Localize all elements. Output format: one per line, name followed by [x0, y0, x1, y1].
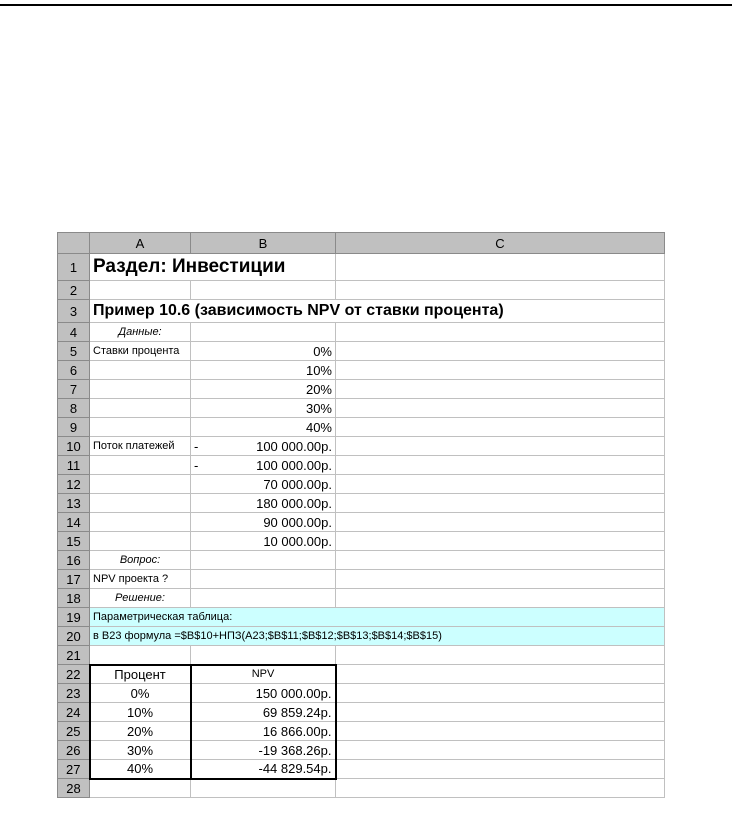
- cell-a7[interactable]: [90, 380, 191, 399]
- cell-b26[interactable]: -19 368.26р.: [191, 741, 336, 760]
- row-header-10[interactable]: 10: [58, 437, 90, 456]
- cell-c24[interactable]: [336, 703, 665, 722]
- cell-a5[interactable]: Ставки процента: [90, 342, 191, 361]
- row-header-4[interactable]: 4: [58, 323, 90, 342]
- cell-b9[interactable]: 40%: [191, 418, 336, 437]
- cell-b24[interactable]: 69 859.24р.: [191, 703, 336, 722]
- cell-b10[interactable]: [191, 437, 336, 456]
- cell-a9[interactable]: [90, 418, 191, 437]
- cell-a10[interactable]: Поток платежей: [90, 437, 191, 456]
- cell-c11[interactable]: [336, 456, 665, 475]
- cell-a21[interactable]: [90, 646, 191, 665]
- cell-b17[interactable]: [191, 570, 336, 589]
- row-header-8[interactable]: 8: [58, 399, 90, 418]
- cell-b11[interactable]: [191, 456, 336, 475]
- row-header-11[interactable]: 11: [58, 456, 90, 475]
- row-header-21[interactable]: 21: [58, 646, 90, 665]
- cell-a4[interactable]: Данные:: [90, 323, 191, 342]
- cell-b14[interactable]: 90 000.00р.: [191, 513, 336, 532]
- row-header-7[interactable]: 7: [58, 380, 90, 399]
- cell-b15[interactable]: 10 000.00р.: [191, 532, 336, 551]
- cell-c17[interactable]: [336, 570, 665, 589]
- cell-a12[interactable]: [90, 475, 191, 494]
- cell-c10[interactable]: [336, 437, 665, 456]
- cell-b18[interactable]: [191, 589, 336, 608]
- cell-c26[interactable]: [336, 741, 665, 760]
- row-header-15[interactable]: 15: [58, 532, 90, 551]
- spreadsheet: [57, 232, 665, 798]
- select-all-corner[interactable]: [58, 233, 90, 254]
- cell-b27[interactable]: -44 829.54р.: [191, 760, 336, 779]
- row-header-13[interactable]: 13: [58, 494, 90, 513]
- row-header-20[interactable]: 20: [58, 627, 90, 646]
- row-header-14[interactable]: 14: [58, 513, 90, 532]
- cell-b10-value: 100 000.00р.: [256, 438, 332, 454]
- row-header-6[interactable]: 6: [58, 361, 90, 380]
- cell-a24[interactable]: 10%: [90, 703, 191, 722]
- cell-c23[interactable]: [336, 684, 665, 703]
- cell-b25[interactable]: 16 866.00р.: [191, 722, 336, 741]
- cell-c4[interactable]: [336, 323, 665, 342]
- cell-a18[interactable]: Решение:: [90, 589, 191, 608]
- cell-a16[interactable]: Вопрос:: [90, 551, 191, 570]
- cell-c25[interactable]: [336, 722, 665, 741]
- cell-c14[interactable]: [336, 513, 665, 532]
- column-header-a[interactable]: A: [90, 233, 191, 254]
- cell-c1[interactable]: [336, 254, 665, 281]
- row-header-2[interactable]: 2: [58, 281, 90, 300]
- cell-c13[interactable]: [336, 494, 665, 513]
- cell-b12[interactable]: 70 000.00р.: [191, 475, 336, 494]
- row-header-17[interactable]: 17: [58, 570, 90, 589]
- cell-a22[interactable]: Процент: [90, 665, 191, 684]
- cell-c18[interactable]: [336, 589, 665, 608]
- cell-b8[interactable]: 30%: [191, 399, 336, 418]
- cell-b11-value: 100 000.00р.: [256, 457, 332, 473]
- cell-b5[interactable]: 0%: [191, 342, 336, 361]
- row-header-16[interactable]: 16: [58, 551, 90, 570]
- cell-c9[interactable]: [336, 418, 665, 437]
- row-header-23[interactable]: 23: [58, 684, 90, 703]
- cell-a25[interactable]: 20%: [90, 722, 191, 741]
- cell-b6[interactable]: 10%: [191, 361, 336, 380]
- cell-a19[interactable]: Параметрическая таблица:: [90, 608, 665, 627]
- row-header-22[interactable]: 22: [58, 665, 90, 684]
- cell-a3[interactable]: Пример 10.6 (зависимость NPV от ставки процента): [90, 300, 665, 323]
- cell-b22[interactable]: NPV: [191, 665, 336, 684]
- row-header-18[interactable]: 18: [58, 589, 90, 608]
- cell-c5[interactable]: [336, 342, 665, 361]
- cell-a28[interactable]: [90, 779, 191, 798]
- row-header-12[interactable]: 12: [58, 475, 90, 494]
- cell-a14[interactable]: [90, 513, 191, 532]
- row-header-19[interactable]: 19: [58, 608, 90, 627]
- cell-b7[interactable]: 20%: [191, 380, 336, 399]
- cell-c27[interactable]: [336, 760, 665, 779]
- cell-c22[interactable]: [336, 665, 665, 684]
- cell-b21[interactable]: [191, 646, 336, 665]
- cell-c21[interactable]: [336, 646, 665, 665]
- column-header-b[interactable]: B: [191, 233, 336, 254]
- cell-a27[interactable]: 40%: [90, 760, 191, 779]
- cell-c12[interactable]: [336, 475, 665, 494]
- cell-a23[interactable]: 0%: [90, 684, 191, 703]
- cell-a17[interactable]: NPV проекта ?: [90, 570, 191, 589]
- negative-sign: -: [194, 438, 199, 454]
- cell-c16[interactable]: [336, 551, 665, 570]
- cell-b23[interactable]: 150 000.00р.: [191, 684, 336, 703]
- cell-b4[interactable]: [191, 323, 336, 342]
- row-header-3[interactable]: 3: [58, 300, 90, 323]
- cell-c2[interactable]: [336, 281, 665, 300]
- spreadsheet-grid: [57, 232, 665, 798]
- row-header-5[interactable]: 5: [58, 342, 90, 361]
- cell-a2[interactable]: [90, 281, 191, 300]
- top-rule: [0, 4, 732, 6]
- row-header-9[interactable]: 9: [58, 418, 90, 437]
- cell-c7[interactable]: [336, 380, 665, 399]
- cell-b28[interactable]: [191, 779, 336, 798]
- cell-b13[interactable]: 180 000.00р.: [191, 494, 336, 513]
- cell-c8[interactable]: [336, 399, 665, 418]
- row-header-24[interactable]: 24: [58, 703, 90, 722]
- cell-a13[interactable]: [90, 494, 191, 513]
- cell-a1[interactable]: Раздел: Инвестиции: [90, 254, 336, 281]
- row-header-27[interactable]: 27: [58, 760, 90, 779]
- cell-a11[interactable]: [90, 456, 191, 475]
- column-header-c[interactable]: C: [336, 233, 665, 254]
- row-header-1[interactable]: 1: [58, 254, 90, 281]
- cell-a20[interactable]: в B23 формула =$B$10+НПЗ(A23;$B$11;$B$12;$B$13;$B$14;$B$15): [90, 627, 665, 646]
- cell-b16[interactable]: [191, 551, 336, 570]
- cell-c6[interactable]: [336, 361, 665, 380]
- row-header-26[interactable]: 26: [58, 741, 90, 760]
- negative-sign: -: [194, 457, 199, 473]
- row-header-25[interactable]: 25: [58, 722, 90, 741]
- cell-c15[interactable]: [336, 532, 665, 551]
- cell-a8[interactable]: [90, 399, 191, 418]
- cell-c28[interactable]: [336, 779, 665, 798]
- cell-a6[interactable]: [90, 361, 191, 380]
- cell-a15[interactable]: [90, 532, 191, 551]
- row-header-28[interactable]: 28: [58, 779, 90, 798]
- cell-b2[interactable]: [191, 281, 336, 300]
- cell-a26[interactable]: 30%: [90, 741, 191, 760]
